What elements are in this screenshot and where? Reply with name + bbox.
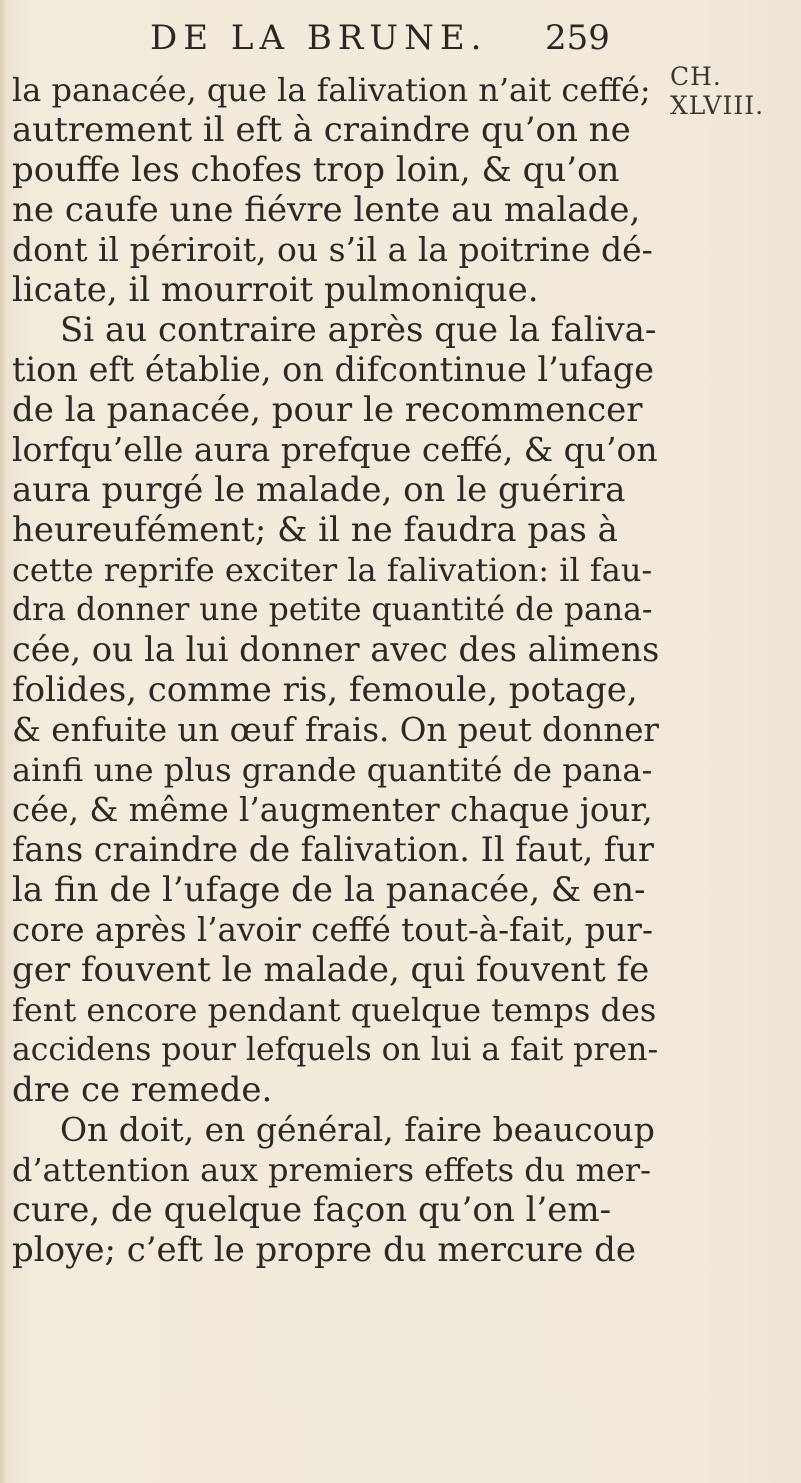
text-line: folides, comme ris, femoule, potage,	[12, 670, 638, 710]
text-line: ger fouvent le malade, qui fouvent fe	[12, 950, 650, 990]
text-line: heureufément; & il ne faudra pas à	[12, 510, 618, 550]
text-line: la panacée, que la falivation n’ait ceffé;	[12, 71, 651, 109]
text-line: dra donner une petite quantité de pana-	[12, 592, 653, 628]
text-line: cette reprife exciter la falivation: il fau-	[12, 551, 653, 589]
running-head	[0, 18, 801, 62]
text-line: d’attention aux premiers effets du mer-	[12, 1151, 651, 1189]
text-line: autrement il eft à craindre qu’on ne	[12, 110, 631, 150]
text-line: On doit, en général, faire beaucoup	[60, 1110, 655, 1149]
text-line: cée, & même l’augmenter chaque jour,	[12, 791, 653, 829]
text-line: la fin de l’ufage de la panacée, & en-	[12, 870, 646, 910]
chapter-marker: CH. XLVIII.	[670, 62, 765, 120]
text-line: Si au contraire après que la faliva-	[60, 310, 657, 350]
text-line: tion eft établie, on difcontinue l’ufage	[12, 350, 654, 389]
running-title: DE LA BRUNE.	[150, 18, 488, 58]
text-line: ainfi une plus grande quantité de pana-	[12, 751, 653, 789]
text-line: lorfqu’elle aura prefque ceffé, & qu’on	[12, 430, 658, 469]
text-line: dre ce remede.	[12, 1070, 273, 1110]
text-line: fent encore pendant quelque temps des	[12, 991, 657, 1029]
text-line: dont il périroit, ou s’il a la poitrine dé-	[12, 230, 653, 269]
text-line: ne caufe une fiévre lente au malade,	[12, 190, 641, 230]
text-line: accidens pour lefquels on lui a fait pren-	[12, 1032, 659, 1068]
text-line: cée, ou la lui donner avec des alimens	[12, 630, 660, 669]
text-line: fans craindre de falivation. Il faut, fur	[12, 830, 654, 869]
text-line: de la panacée, pour le recommencer	[12, 390, 643, 430]
text-line: licate, il mourroit pulmonique.	[12, 270, 539, 310]
text-line: ploye; c’eft le propre du mercure de	[12, 1230, 637, 1270]
text-line: & enfuite un œuf frais. On peut donner	[12, 711, 659, 749]
text-line: aura purgé le malade, on le guérira	[12, 470, 626, 510]
text-line: core après l’avoir ceffé tout-à-fait, pur-	[12, 911, 653, 949]
text-line: pouffe les chofes trop loin, & qu’on	[12, 150, 620, 190]
page-edge	[0, 0, 6, 1483]
text-line: cure, de quelque façon qu’on l’em-	[12, 1190, 612, 1230]
page-number: 259	[545, 18, 610, 58]
